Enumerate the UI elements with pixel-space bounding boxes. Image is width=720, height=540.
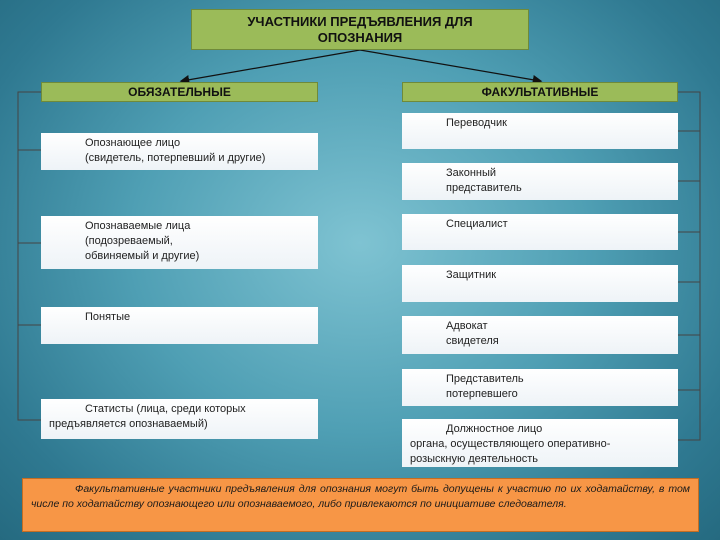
optional-item-interpreter: Переводчик (402, 113, 678, 149)
mandatory-item-attesting-witnesses: Понятые (41, 307, 318, 344)
category-mandatory: ОБЯЗАТЕЛЬНЫЕ (41, 82, 318, 102)
optional-item-legal-representative: Законный представитель (402, 163, 678, 200)
diagram-title: УЧАСТНИКИ ПРЕДЪЯВЛЕНИЯ ДЛЯ ОПОЗНАНИЯ (191, 9, 529, 50)
optional-item-victim-representative: Представитель потерпевшего (402, 369, 678, 406)
optional-item-operative-official: Должностное лицо органа, осуществляющего оперативно- розыскную деятельность (402, 419, 678, 467)
mandatory-item-extras: Статисты (лица, среди которых предъявляется опознаваемый) (41, 399, 318, 439)
category-optional: ФАКУЛЬТАТИВНЫЕ (402, 82, 678, 102)
optional-item-witness-lawyer: Адвокат свидетеля (402, 316, 678, 354)
footnote: Факультативные участники предъявления для опознания могут быть допущены к участию по их ходатайству, в том числе по ходатайству опознающего или опознаваемого, либо привлекаются по инициативе следователя. (22, 478, 699, 532)
mandatory-item-identifying-person: Опознающее лицо (свидетель, потерпевший и другие) (41, 133, 318, 170)
optional-item-specialist: Специалист (402, 214, 678, 250)
mandatory-item-identified-persons: Опознаваемые лица (подозреваемый, обвиняемый и другие) (41, 216, 318, 269)
optional-item-defender: Защитник (402, 265, 678, 302)
